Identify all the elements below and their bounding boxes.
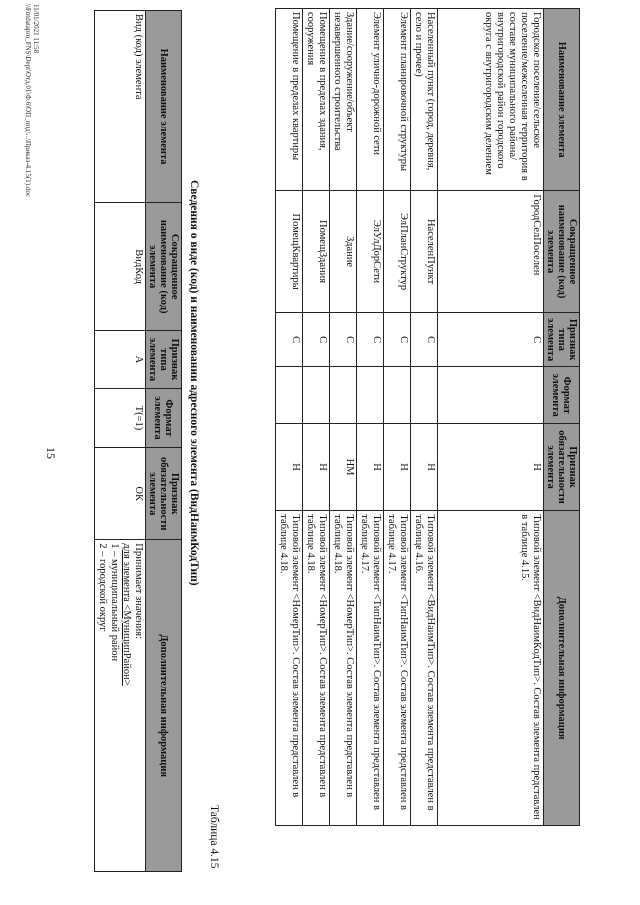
- cell-info: Типовой элемент <ВидНаимКодТип>. Состав элемента представлен в таблице 4.15.: [438, 511, 544, 826]
- footer-line: 11/01/2021 11:58: [32, 4, 40, 54]
- table-row: [411, 9, 438, 826]
- cell-info: Типовой элемент <ВидНаимТип>. Состав элемента представлен в таблице 4.16.: [411, 511, 438, 826]
- cell-type: С: [411, 312, 438, 367]
- cell-required: Н: [276, 423, 303, 510]
- cell-type: С: [384, 312, 411, 367]
- cell-name: Помещение в пределах здания, сооружения: [303, 9, 330, 191]
- cell-info: Типовой элемент <ТипНаимТип>. Состав элемента представлен в таблице 4.17.: [384, 511, 411, 826]
- cell-format: Т(=1): [95, 388, 146, 447]
- cell-code: ПомещКвартиры: [276, 191, 303, 313]
- page-number: 15: [44, 447, 58, 459]
- cell-code: ЭлУлДорСети: [357, 191, 384, 313]
- column-header: Наименование элемента: [146, 11, 182, 203]
- column-header: Формат элемента: [544, 367, 580, 423]
- cell-type: С: [357, 312, 384, 367]
- table-row: [330, 9, 357, 826]
- cell-format: [276, 367, 303, 423]
- cell-name: Элемент улично-дорожной сети: [357, 9, 384, 191]
- cell-name: Здание/сооружение/объект незавершенного строительства: [330, 9, 357, 191]
- table-header-row: [146, 11, 182, 872]
- cell-type: С: [438, 312, 544, 367]
- cell-name: Элемент планировочной структуры: [384, 9, 411, 191]
- cell-format: [384, 367, 411, 423]
- cell-info: Типовой элемент <НомерТип>. Состав элемента представлен в таблице 4.18.: [330, 511, 357, 826]
- cell-format: [411, 367, 438, 423]
- vid-naim-kod-table: [94, 10, 182, 872]
- column-header: Сокращенное наименование (код) элемента: [544, 191, 580, 313]
- column-header: Наименование элемента: [544, 9, 580, 191]
- table-caption: Таблица 4.15: [208, 805, 220, 869]
- info-line: для элемента <МуниципРайон>: [121, 543, 132, 686]
- cell-required: ОК: [95, 448, 146, 540]
- cell-info: [95, 540, 146, 872]
- column-header: Признак типа элемента: [544, 312, 580, 367]
- column-header: Признак обязательности элемента: [544, 423, 580, 510]
- table-row: [357, 9, 384, 826]
- cell-format: [330, 367, 357, 423]
- table-row: [438, 9, 544, 826]
- table-header-row: [544, 9, 580, 826]
- cell-info: Типовой элемент <НомерТип>. Состав элемента представлен в таблице 4.18.: [276, 511, 303, 826]
- cell-code: ЭлПланСтруктур: [384, 191, 411, 313]
- column-header: Признак типа элемента: [146, 331, 182, 389]
- cell-required: Н: [438, 423, 544, 510]
- column-header: Формат элемента: [146, 388, 182, 447]
- footer-line: \\Fntdatapro_FNS\Dept\Отд.01\Ф.6\ОП_ппд\...\Приказ-4.15(1).doc: [24, 4, 32, 197]
- cell-type: С: [303, 312, 330, 367]
- file-footer: [24, 4, 40, 197]
- cell-info: Типовой элемент <НомерТип>. Состав элемента представлен в таблице 4.18.: [303, 511, 330, 826]
- column-header: Признак обязательности элемента: [146, 448, 182, 540]
- cell-format: [303, 367, 330, 423]
- table-title: Сведения о виде (код) и наименовании адресного элемента (ВидНаимКодТип): [188, 180, 200, 586]
- table-row: [384, 9, 411, 826]
- cell-code: ВидКод: [95, 203, 146, 331]
- cell-required: Н: [384, 423, 411, 510]
- column-header: Сокращенное наименование (код) элемента: [146, 203, 182, 331]
- table-row: [95, 11, 146, 872]
- cell-name: Городское поселение/сельское поселение/межселенная территория в составе муниципального района/внутригородской район городского округа с внутригородским делением: [438, 9, 544, 191]
- cell-required: НМ: [330, 423, 357, 510]
- cell-type: С: [276, 312, 303, 367]
- info-line: 1 – муниципальный район: [109, 543, 120, 662]
- cell-type: С: [330, 312, 357, 367]
- info-line: 2 – городской округ: [97, 543, 108, 632]
- table-row: [276, 9, 303, 826]
- cell-name: Населенный пункт (город, деревня, село и прочее): [411, 9, 438, 191]
- cell-type: А: [95, 331, 146, 389]
- cell-code: НаселенПункт: [411, 191, 438, 313]
- cell-name: Вид (код) элемента: [95, 11, 146, 203]
- cell-required: Н: [303, 423, 330, 510]
- cell-code: ПомещЗдания: [303, 191, 330, 313]
- cell-code: ГородСелПоселен: [438, 191, 544, 313]
- cell-required: Н: [357, 423, 384, 510]
- cell-code: Здание: [330, 191, 357, 313]
- column-header: Дополнительная информация: [146, 540, 182, 872]
- cell-format: [438, 367, 544, 423]
- cell-name: Помещение в пределах квартиры: [276, 9, 303, 191]
- cell-format: [357, 367, 384, 423]
- elements-table: [275, 8, 580, 826]
- info-line: Принимает значения:: [133, 543, 144, 640]
- table-row: [303, 9, 330, 826]
- cell-required: Н: [411, 423, 438, 510]
- column-header: Дополнительная информация: [544, 511, 580, 826]
- cell-info: Типовой элемент <ТипНаимТип>. Состав элемента представлен в таблице 4.17.: [357, 511, 384, 826]
